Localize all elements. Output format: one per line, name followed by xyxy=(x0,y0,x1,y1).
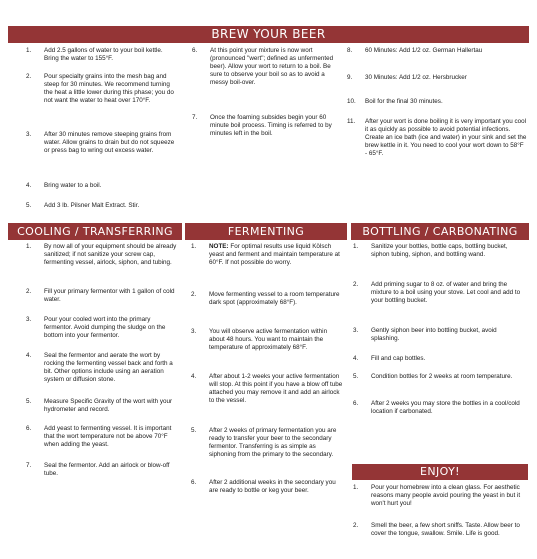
step-number: 4. xyxy=(191,373,197,380)
step-text: Pour your homebrew into a clean glass. For aesthetic reasons many people avoid pouring the yeast in but it won't hurt you! xyxy=(371,484,521,507)
step-text: Add 2.5 gallons of water to your boil kettle. Bring the water to 155°F. xyxy=(44,47,163,62)
step-text: Fill your primary fermentor with 1 gallon of cold water. xyxy=(44,288,175,303)
step-text: Smell the beer, a few short sniffs. Taste. Allow beer to cover the tongue, swallow. Smile. Life is good. xyxy=(371,522,520,537)
bottling-step xyxy=(353,400,525,426)
enjoy-step xyxy=(353,522,525,550)
note-label: NOTE: xyxy=(209,243,229,250)
brew-step xyxy=(347,118,527,174)
step-text: Seal the fermentor. Add an airlock or blow-off tube. xyxy=(44,462,170,477)
cooling-step xyxy=(26,352,180,398)
step-number: 5. xyxy=(191,427,197,434)
step-number: 7. xyxy=(26,462,32,469)
step-number: 5. xyxy=(26,202,32,209)
step-text: Measure Specific Gravity of the wort with your hydrometer and record. xyxy=(44,398,173,413)
brew-step xyxy=(26,202,176,214)
step-text: After about 1-2 weeks your active fermentation will stop. At this point if you have a blow off tube attached you may remove it and add an airlock to the vessel. xyxy=(209,373,343,404)
step-text: After your wort is done boiling it is very important you cool it as quickly as possible to avoid potential infections. Create an ice bath (ice and water) in your sink and set the brew kettle in it. You need to cool your wort down to 58°F - 65°F. xyxy=(365,118,527,157)
step-text: Bring water to a boil. xyxy=(44,182,102,189)
step-number: 11. xyxy=(347,118,356,125)
brew-step xyxy=(26,131,176,182)
step-text: Add priming sugar to 8 oz. of water and bring the mixture to a boil using your stove. Let cool and add to your bottling bucket. xyxy=(371,281,521,304)
step-text: At this point your mixture is now wort (pronounced "wert"; defined as unfermented beer). Allow your wort to return to a boil. Be sure to observe your boil so as to avoid a messy boil-over. xyxy=(210,47,334,86)
brew-steps-column-1 xyxy=(26,47,176,214)
step-number: 6. xyxy=(353,400,359,407)
fermenting-step xyxy=(191,373,343,427)
step-text: 30 Minutes: Add 1/2 oz. Hersbrucker xyxy=(365,74,467,81)
fermenting-step xyxy=(191,291,343,328)
step-number: 4. xyxy=(26,352,32,359)
bottling-carbonating-heading: BOTTLING / CARBONATING xyxy=(351,223,529,240)
step-text: Boil for the final 30 minutes. xyxy=(365,98,443,105)
bottling-step xyxy=(353,355,525,373)
step-number: 2. xyxy=(191,291,197,298)
step-text: Pour specialty grains into the mesh bag and steep for 30 minutes. We recommend turning the heat a little lower during this phase; you do not want the water to heat over 170°F. xyxy=(44,73,174,104)
brew-step xyxy=(192,114,336,144)
fermenting-step xyxy=(191,243,343,291)
fermenting-heading: FERMENTING xyxy=(185,223,347,240)
bottling-step xyxy=(353,327,525,355)
step-text: Once the foaming subsides begin your 60 minute boil process. Timing is referred to by minutes left in the boil. xyxy=(210,114,332,137)
step-number: 1. xyxy=(191,243,197,250)
step-text: By now all of your equipment should be already sanitized; if not sanitize your screw cap, fermenting vessel, airlock, siphon, and tubing. xyxy=(44,243,177,266)
cooling-step xyxy=(26,425,180,462)
step-number: 6. xyxy=(191,479,197,486)
step-number: 4. xyxy=(26,182,32,189)
step-text: After 30 minutes remove steeping grains from water. Allow grains to drain but do not squeeze or press bag to wring out excess water. xyxy=(44,131,175,154)
cooling-step xyxy=(26,243,180,288)
brew-step xyxy=(347,98,527,118)
step-number: 6. xyxy=(192,47,198,54)
step-number: 2. xyxy=(26,288,32,295)
step-text: Gently siphon beer into bottling bucket, avoid splashing. xyxy=(371,327,497,342)
step-number: 1. xyxy=(26,243,32,250)
step-number: 9. xyxy=(347,74,353,81)
step-text: Sanitize your bottles, bottle caps, bottling bucket, siphon tubing, siphon, and bottling wand. xyxy=(371,243,508,258)
cooling-step xyxy=(26,462,180,480)
fermenting-step xyxy=(191,479,343,501)
brew-step xyxy=(26,182,176,202)
fermenting-step xyxy=(191,328,343,373)
step-number: 6. xyxy=(26,425,32,432)
brew-step xyxy=(347,74,527,98)
step-number: 1. xyxy=(26,47,32,54)
step-number: 1. xyxy=(353,243,359,250)
brew-step xyxy=(26,73,176,131)
note-text: For optimal results use liquid Kölsch yeast and ferment and maintain temperature at 60°F. If not possible do worry. xyxy=(209,243,340,266)
step-number: 3. xyxy=(353,327,359,334)
step-text: Seal the fermentor and aerate the wort by rocking the fermenting vessel back and forth a bit. Other options include using an aeration system or diffusion stone. xyxy=(44,352,173,383)
brew-step xyxy=(192,47,336,114)
step-number: 4. xyxy=(353,355,359,362)
step-number: 7. xyxy=(192,114,198,121)
cooling-steps-column xyxy=(26,243,180,480)
fermenting-steps-column xyxy=(191,243,343,501)
brew-steps-column-2 xyxy=(192,47,336,144)
cooling-step xyxy=(26,316,180,352)
step-number: 2. xyxy=(353,281,359,288)
step-number: 3. xyxy=(191,328,197,335)
step-number: 5. xyxy=(353,373,359,380)
step-text: After 2 weeks you may store the bottles in a cool/cold location if carbonated. xyxy=(371,400,520,415)
step-text: Pour your cooled wort into the primary fermentor. Avoid dumping the sludge on the bottom into your fermentor. xyxy=(44,316,166,339)
bottling-step xyxy=(353,373,525,400)
fermenting-step xyxy=(191,427,343,479)
bottling-step xyxy=(353,243,525,281)
step-text: After 2 additional weeks in the secondary you are ready to bottle or keg your beer. xyxy=(209,479,336,494)
step-text: Move fermenting vessel to a room temperature dark spot (approximately 68°F). xyxy=(209,291,340,306)
step-text: Fill and cap bottles. xyxy=(371,355,426,362)
bottling-step xyxy=(353,281,525,327)
step-text: Condition bottles for 2 weeks at room temperature. xyxy=(371,373,513,380)
enjoy-step xyxy=(353,484,525,522)
brew-steps-column-3 xyxy=(347,47,527,174)
step-text: 60 Minutes: Add 1/2 oz. German Hallertau xyxy=(365,47,483,54)
brew-step xyxy=(347,47,527,74)
step-number: 8. xyxy=(347,47,353,54)
step-number: 3. xyxy=(26,316,32,323)
bottling-steps-column xyxy=(353,243,525,426)
step-number: 1. xyxy=(353,484,359,491)
step-number: 2. xyxy=(26,73,32,80)
step-number: 5. xyxy=(26,398,32,405)
step-number: 10. xyxy=(347,98,356,105)
step-text: Add yeast to fermenting vessel. It is important that the wort temperature not be above 70°F when adding the yeast. xyxy=(44,425,172,448)
enjoy-heading: ENJOY! xyxy=(352,464,528,480)
enjoy-steps-column xyxy=(353,484,525,550)
brew-your-beer-heading: BREW YOUR BEER xyxy=(8,26,529,43)
cooling-transferring-heading: COOLING / TRANSFERRING xyxy=(8,223,182,240)
step-text: Add 3 lb. Pilsner Malt Extract. Stir. xyxy=(44,202,140,209)
step-text xyxy=(209,243,343,267)
brew-step xyxy=(26,47,176,73)
step-number: 2. xyxy=(353,522,359,529)
step-number: 3. xyxy=(26,131,32,138)
cooling-step xyxy=(26,398,180,425)
step-text: After 2 weeks of primary fermentation you are ready to transfer your beer to the secondary fermentor. Transferring is as simple as siphoning from the primary to the secondary. xyxy=(209,427,337,458)
cooling-step xyxy=(26,288,180,316)
step-text: You will observe active fermentation within about 48 hours. You want to maintain the temperature of approximately 68°F. xyxy=(209,328,328,351)
